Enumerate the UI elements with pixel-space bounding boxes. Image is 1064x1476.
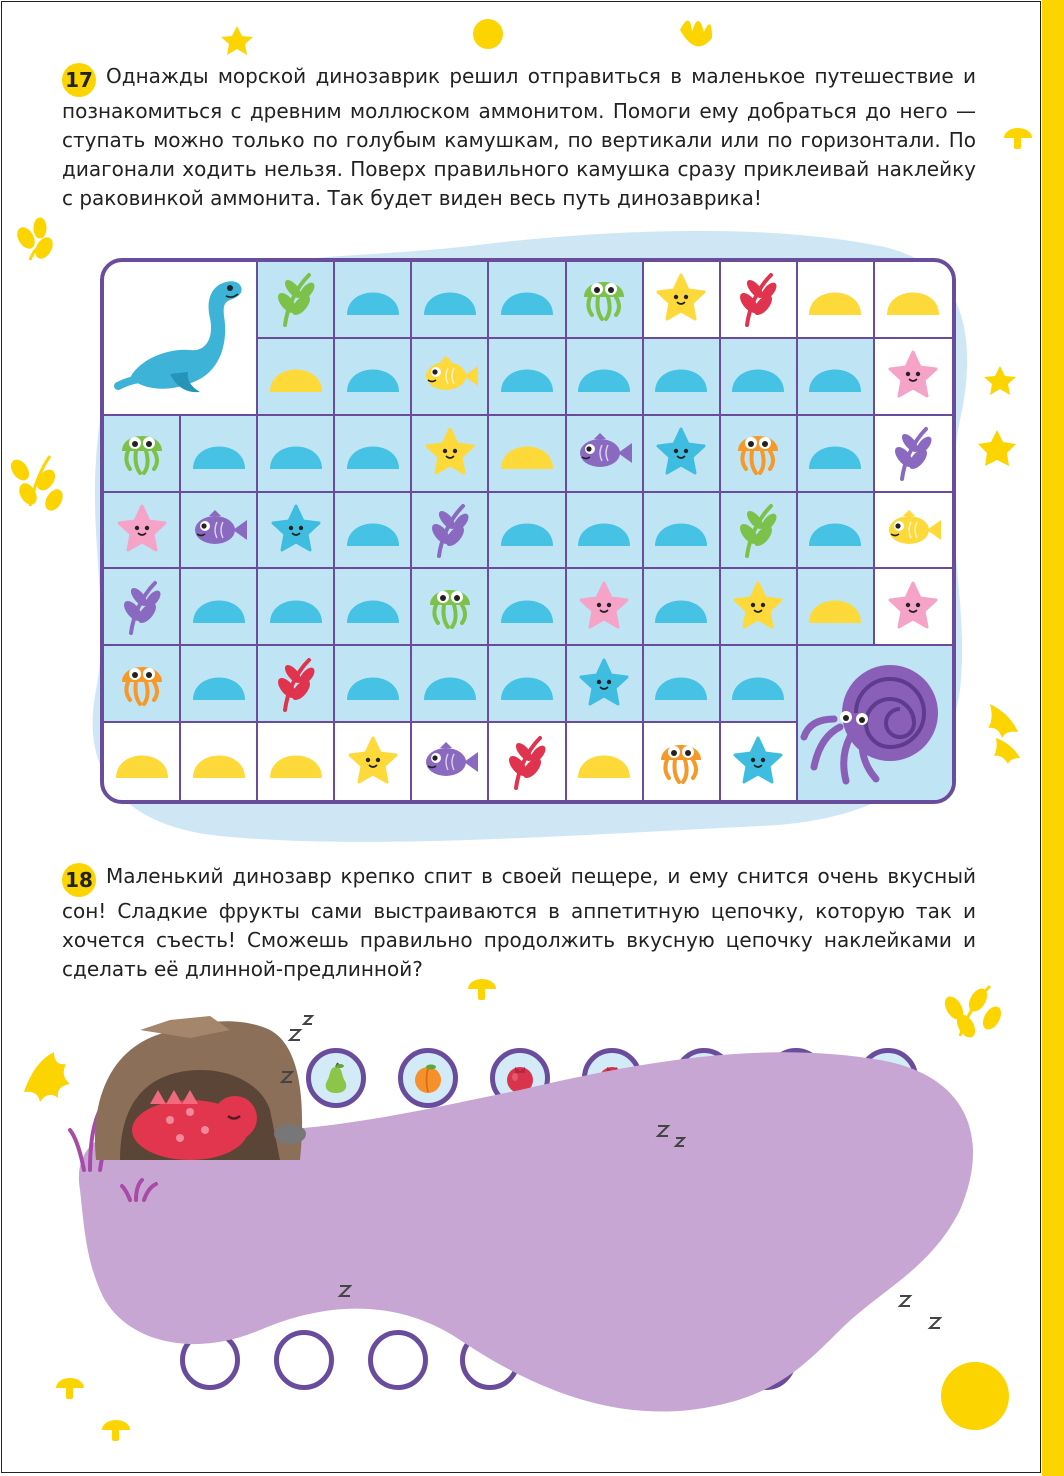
yellow-pebble — [114, 742, 170, 782]
maze-cell-yellow-pebble — [258, 339, 335, 416]
maze-cell-blue-pebble — [798, 339, 875, 416]
pink-starfish-icon — [114, 502, 170, 558]
maze-cell-blue-pebble — [335, 262, 412, 339]
blue-pebble[interactable] — [345, 433, 401, 473]
yellow-starfish-icon — [730, 579, 786, 635]
blue-pebble[interactable] — [730, 664, 786, 704]
maze-cell-blue-pebble — [798, 493, 875, 570]
task-text: Однажды морской динозаврик решил отправиться в маленькое путешествие и познакомиться с древним моллюском аммонитом. Помоги ему добраться до него — ступать можно только по голубым камушкам, по вертикали или по горизонтали. По диагонали ходить нельзя. Поверх правильного камушка сразу приклеивай наклейку с раковинкой аммонита. Так будет виден весь путь динозаврика! — [62, 64, 976, 210]
purple-seaweed-icon — [117, 577, 167, 637]
finish-cell-ammonite — [798, 646, 952, 800]
blue-starfish-icon — [576, 656, 632, 712]
plant-decor — [9, 456, 64, 512]
maze-cell-yellow-pebble — [798, 262, 875, 339]
green-seaweed-icon — [271, 269, 321, 329]
yellow-pebble — [268, 742, 324, 782]
maze-cell-yellow-fish-icon — [875, 493, 952, 570]
maze-cell-pink-starfish-icon — [567, 569, 644, 646]
yellow-pebble — [885, 279, 941, 319]
maze-cell-purple-seaweed-icon — [875, 416, 952, 493]
purple-fish-icon — [189, 508, 249, 552]
star-decor — [978, 430, 1016, 466]
maze-cell-blue-pebble — [335, 339, 412, 416]
maze-cell-blue-pebble — [489, 339, 566, 416]
maze-cell-blue-pebble — [644, 339, 721, 416]
plant-decor — [943, 986, 1002, 1039]
plant-decor — [16, 219, 54, 260]
orange-jellyfish-icon — [114, 654, 170, 714]
maze-cell-green-seaweed-icon — [258, 262, 335, 339]
maze-cell-green-jellyfish-icon — [567, 262, 644, 339]
blue-pebble[interactable] — [499, 664, 555, 704]
plant-decor — [680, 20, 712, 46]
maze-cell-orange-jellyfish-icon — [721, 416, 798, 493]
maze-cell-blue-pebble — [644, 569, 721, 646]
maze-cell-green-jellyfish-icon — [412, 569, 489, 646]
maze-cell-purple-seaweed-icon — [412, 493, 489, 570]
blue-pebble[interactable] — [345, 587, 401, 627]
maze-cell-blue-pebble — [489, 262, 566, 339]
plant-decor — [988, 704, 1020, 764]
maze-cell-yellow-pebble — [567, 723, 644, 800]
pink-starfish-icon — [576, 579, 632, 635]
yellow-pebble — [807, 279, 863, 319]
task-number: 17 — [62, 63, 96, 97]
blue-pebble[interactable] — [499, 279, 555, 319]
maze-cell-blue-pebble — [644, 646, 721, 723]
blue-pebble[interactable] — [345, 279, 401, 319]
blue-pebble[interactable] — [345, 664, 401, 704]
yellow-pebble — [499, 433, 555, 473]
blue-starfish-icon — [268, 502, 324, 558]
circle-decor — [941, 1362, 1009, 1430]
maze-cell-green-seaweed-icon — [721, 493, 798, 570]
maze-cell-blue-pebble — [412, 646, 489, 723]
orange-jellyfish-icon — [730, 423, 786, 483]
blue-pebble[interactable] — [653, 356, 709, 396]
maze-cell-orange-jellyfish-icon — [104, 646, 181, 723]
mushroom-decor — [56, 1378, 84, 1399]
maze-cell-pink-starfish-icon — [104, 493, 181, 570]
maze-cell-pink-starfish-icon — [875, 569, 952, 646]
orange-jellyfish-icon — [653, 732, 709, 792]
maze-cell-blue-pebble — [258, 416, 335, 493]
maze-cell-red-seaweed-icon — [489, 723, 566, 800]
red-seaweed-icon — [271, 654, 321, 714]
oak-leaf-decor — [24, 1052, 70, 1102]
maze-cell-blue-pebble — [721, 646, 798, 723]
blue-pebble[interactable] — [807, 356, 863, 396]
green-jellyfish-icon — [114, 423, 170, 483]
blue-pebble[interactable] — [345, 510, 401, 550]
maze-cell-blue-pebble — [489, 646, 566, 723]
blue-starfish-icon — [653, 425, 709, 481]
maze-cell-blue-pebble — [721, 339, 798, 416]
maze-cell-yellow-starfish-icon — [335, 723, 412, 800]
blue-pebble[interactable] — [653, 664, 709, 704]
maze-cell-blue-pebble — [181, 569, 258, 646]
blue-pebble[interactable] — [807, 510, 863, 550]
blue-pebble[interactable] — [268, 587, 324, 627]
green-jellyfish-icon — [576, 269, 632, 329]
blue-pebble[interactable] — [499, 510, 555, 550]
maze-cell-orange-jellyfish-icon — [644, 723, 721, 800]
blue-starfish-icon — [730, 734, 786, 790]
maze-cell-blue-starfish-icon — [258, 493, 335, 570]
yellow-pebble — [576, 742, 632, 782]
blue-pebble[interactable] — [191, 587, 247, 627]
blue-pebble[interactable] — [191, 433, 247, 473]
pink-starfish-icon — [885, 348, 941, 404]
maze-cell-blue-pebble — [489, 569, 566, 646]
yellow-starfish-icon — [653, 271, 709, 327]
sea-dinosaur-icon — [110, 268, 250, 408]
maze-cell-blue-pebble — [335, 493, 412, 570]
maze-cell-blue-pebble — [489, 493, 566, 570]
yellow-fish-icon — [420, 354, 480, 398]
maze-cell-yellow-pebble — [258, 723, 335, 800]
task-text: Маленький динозавр крепко спит в своей пещере, и ему снится очень вкусный сон! Сладкие фрукты сами выстраиваются в аппетитную цепочку, которую так и хочется съесть! Сможешь правильно продолжить вкусную цепочку наклейками и сделать её длинной-предлинной? — [62, 864, 976, 981]
maze-cell-blue-pebble — [181, 646, 258, 723]
mushroom-decor — [1004, 128, 1032, 149]
maze-cell-yellow-pebble — [798, 569, 875, 646]
yellow-pebble — [807, 587, 863, 627]
purple-seaweed-icon — [888, 423, 938, 483]
blue-pebble[interactable] — [807, 433, 863, 473]
yellow-starfish-icon — [345, 734, 401, 790]
maze-cell-blue-pebble — [181, 416, 258, 493]
blue-pebble[interactable] — [576, 510, 632, 550]
blue-pebble[interactable] — [653, 510, 709, 550]
start-cell-sea-dino — [104, 262, 258, 416]
circle-decor — [473, 19, 503, 49]
maze-cell-blue-pebble — [258, 569, 335, 646]
maze-cell-yellow-starfish-icon — [412, 416, 489, 493]
maze-cell-blue-starfish-icon — [644, 416, 721, 493]
maze-cell-red-seaweed-icon — [721, 262, 798, 339]
blue-pebble[interactable] — [653, 587, 709, 627]
maze-cell-blue-starfish-icon — [567, 646, 644, 723]
maze-cell-yellow-starfish-icon — [721, 569, 798, 646]
maze-cell-yellow-starfish-icon — [644, 262, 721, 339]
maze-cell-blue-pebble — [335, 416, 412, 493]
mushroom-decor — [102, 1420, 130, 1441]
maze-cell-green-jellyfish-icon — [104, 416, 181, 493]
maze-cell-purple-fish-icon — [567, 416, 644, 493]
yellow-fish-icon — [883, 508, 943, 552]
maze-cell-blue-starfish-icon — [721, 723, 798, 800]
maze-cell-yellow-pebble — [181, 723, 258, 800]
maze-cell-yellow-pebble — [875, 262, 952, 339]
maze-cell-blue-pebble — [412, 262, 489, 339]
maze-cell-purple-fish-icon — [181, 493, 258, 570]
blue-pebble[interactable] — [422, 664, 478, 704]
maze-cell-blue-pebble — [335, 646, 412, 723]
yellow-pebble — [191, 742, 247, 782]
yellow-pebble — [268, 356, 324, 396]
yellow-starfish-icon — [422, 425, 478, 481]
maze-cell-yellow-fish-icon — [412, 339, 489, 416]
maze-cell-yellow-pebble — [104, 723, 181, 800]
blue-pebble[interactable] — [268, 433, 324, 473]
ammonite-icon — [800, 653, 950, 793]
red-seaweed-icon — [733, 269, 783, 329]
purple-fish-icon — [420, 740, 480, 784]
green-jellyfish-icon — [422, 577, 478, 637]
maze-cell-red-seaweed-icon — [258, 646, 335, 723]
blue-pebble[interactable] — [345, 356, 401, 396]
maze-cell-purple-seaweed-icon — [104, 569, 181, 646]
maze-cell-blue-pebble — [567, 493, 644, 570]
pink-starfish-icon — [885, 579, 941, 635]
red-seaweed-icon — [502, 732, 552, 792]
green-seaweed-icon — [733, 500, 783, 560]
blue-pebble[interactable] — [499, 356, 555, 396]
maze-cell-purple-fish-icon — [412, 723, 489, 800]
blue-pebble[interactable] — [191, 664, 247, 704]
maze-cell-blue-pebble — [798, 416, 875, 493]
star-decor — [221, 26, 253, 55]
purple-fish-icon — [574, 431, 634, 475]
mushroom-decor — [468, 979, 496, 1000]
star-decor — [984, 366, 1016, 395]
blue-pebble[interactable] — [576, 356, 632, 396]
maze-cell-blue-pebble — [644, 493, 721, 570]
pebble-maze-grid — [100, 258, 956, 804]
blue-pebble[interactable] — [422, 279, 478, 319]
purple-seaweed-icon — [425, 500, 475, 560]
maze-cell-pink-starfish-icon — [875, 339, 952, 416]
maze-cell-blue-pebble — [567, 339, 644, 416]
blue-pebble[interactable] — [730, 356, 786, 396]
task-number: 18 — [62, 863, 96, 897]
maze-cell-blue-pebble — [335, 569, 412, 646]
maze-cell-yellow-pebble — [489, 416, 566, 493]
blue-pebble[interactable] — [499, 587, 555, 627]
